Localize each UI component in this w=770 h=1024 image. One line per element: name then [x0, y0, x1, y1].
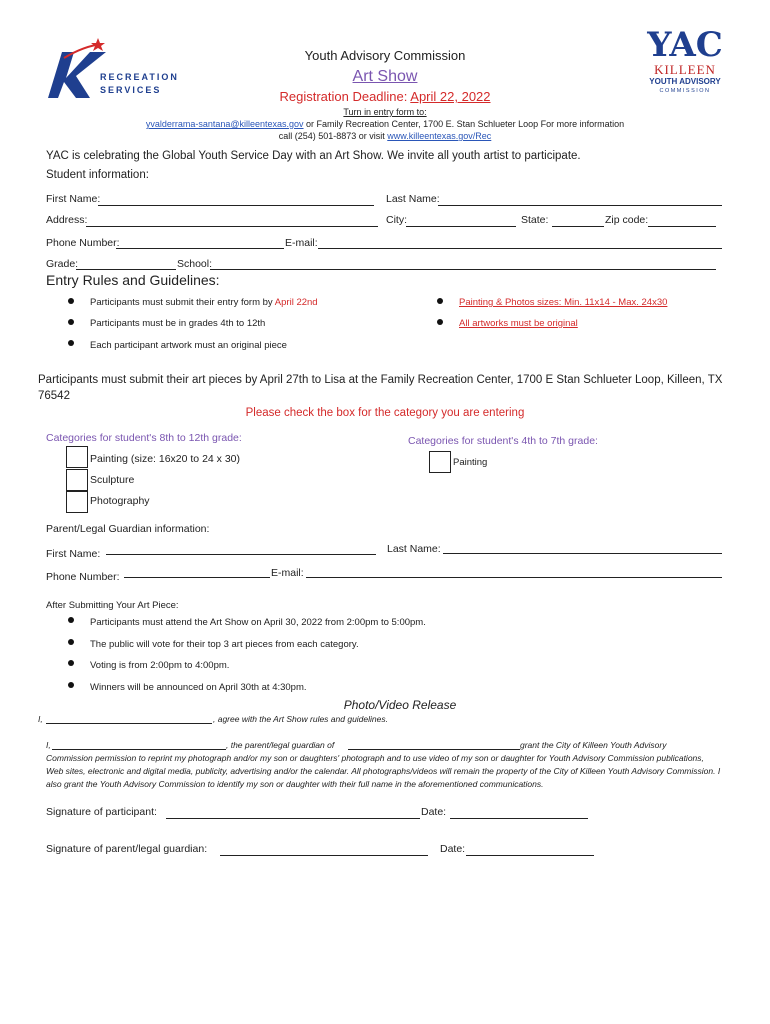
check-note: Please check the box for the category you are entering	[245, 407, 525, 419]
state-label: State:	[521, 214, 549, 226]
call-text: call (254) 501-8873 or visit	[278, 131, 388, 141]
bullet	[68, 639, 74, 645]
guardian-prefix: I,	[46, 740, 51, 750]
yac-logo-text: YAC	[647, 25, 723, 65]
registration-deadline	[0, 89, 770, 104]
call-line	[0, 131, 770, 141]
after-item-1: Participants must attend the Art Show on April 30, 2022 from 2:00pm to 5:00pm.	[90, 617, 426, 628]
zip-field[interactable]	[648, 226, 716, 227]
phone-label: Phone Number:	[46, 237, 120, 249]
sculpture-label: Sculpture	[90, 474, 135, 486]
submit-note: Participants must submit their art pieces by April 27th to Lisa at the Family Recreation Center, 1700 E Stan Schlueter Loop, Killeen, TX 76542	[38, 374, 723, 402]
school-label: School:	[177, 258, 213, 270]
logo-text-recreation: RECREATION	[100, 72, 179, 82]
guardian-first-name-label: First Name:	[46, 548, 101, 560]
state-field[interactable]	[552, 226, 604, 227]
address-label: Address:	[46, 214, 88, 226]
guardian-signature-label: Signature of parent/legal guardian:	[46, 843, 208, 855]
bullet	[437, 298, 443, 304]
participant-signature-field[interactable]	[166, 818, 420, 819]
guardian-last-name-label: Last Name:	[387, 543, 441, 555]
after-heading: After Submitting Your Art Piece:	[46, 600, 179, 611]
photography-label: Photography	[90, 495, 150, 507]
after-item-4: Winners will be announced on April 30th at 4:30pm.	[90, 682, 307, 693]
bullet	[68, 340, 74, 346]
rule-2: Participants must be in grades 4th to 12th	[90, 318, 266, 329]
participant-date-label: Date:	[421, 806, 447, 818]
rule-1-date: April 22nd	[274, 297, 318, 308]
bullet	[68, 617, 74, 623]
guardian-email-field[interactable]	[306, 577, 722, 578]
painting-younger-label: Painting	[453, 457, 488, 468]
agree-name-field[interactable]	[46, 723, 212, 724]
yac-logo-sub: YOUTH ADVISORY	[649, 77, 721, 86]
bullet	[68, 682, 74, 688]
release-heading: Photo/Video Release	[343, 698, 457, 712]
first-name-label: First Name:	[46, 193, 101, 205]
contact-rest: or Family Recreation Center, 1700 E. Stan Schlueter Loop For more information	[303, 119, 625, 129]
contact-line	[0, 119, 770, 129]
after-item-3: Voting is from 2:00pm to 4:00pm.	[90, 660, 230, 671]
child-name-field[interactable]	[348, 749, 520, 750]
bullet	[68, 298, 74, 304]
logo-text-services: SERVICES	[100, 85, 162, 95]
bullet	[68, 660, 74, 666]
first-name-field[interactable]	[98, 205, 374, 206]
school-field[interactable]	[210, 269, 716, 270]
painting-younger-checkbox[interactable]	[429, 451, 451, 473]
sculpture-checkbox[interactable]	[66, 469, 88, 491]
email-label: E-mail:	[285, 237, 318, 249]
after-item-2: The public will vote for their top 3 art pieces from each category.	[90, 639, 359, 650]
address-field[interactable]	[86, 226, 378, 227]
participant-date-field[interactable]	[450, 818, 588, 819]
bullet	[68, 319, 74, 325]
guardian-signature-field[interactable]	[220, 855, 428, 856]
turn-in-label: Turn in entry form to:	[343, 107, 427, 117]
student-info-heading: Student information:	[46, 169, 149, 181]
last-name-field[interactable]	[438, 205, 722, 206]
older-categories-heading: Categories for student's 8th to 12th grade:	[46, 432, 242, 444]
zip-label: Zip code:	[605, 214, 649, 226]
grade-field[interactable]	[76, 269, 176, 270]
email-link[interactable]: yvalderrama-santana@killeentexas.gov	[145, 119, 304, 129]
rule-size: Painting & Photos sizes: Min. 11x14 - Max. 24x30	[459, 297, 668, 308]
guardian-phone-field[interactable]	[124, 577, 270, 578]
city-label: City:	[386, 214, 407, 226]
city-field[interactable]	[406, 226, 516, 227]
guardian-phone-label: Phone Number:	[46, 571, 120, 583]
last-name-label: Last Name:	[386, 193, 440, 205]
rule-3: Each participant artwork must an original piece	[90, 340, 287, 351]
agree-prefix: I,	[38, 714, 43, 724]
guardian-release-name-field[interactable]	[52, 749, 226, 750]
guardian-mid: , the parent/legal guardian of	[226, 740, 335, 750]
guardian-date-field[interactable]	[466, 855, 594, 856]
intro-text: YAC is celebrating the Global Youth Service Day with an Art Show. We invite all youth artist to participate.	[46, 150, 581, 162]
guardian-heading: Parent/Legal Guardian information:	[46, 523, 210, 535]
deadline-date: April 22, 2022	[410, 89, 491, 104]
phone-field[interactable]	[116, 248, 284, 249]
rule-1-text: Participants must submit their entry form by	[90, 297, 275, 308]
website-link[interactable]: www.killeentexas.gov/Rec	[387, 131, 492, 141]
yac-logo-sub2: COMMISSION	[659, 88, 711, 94]
org-name: Youth Advisory Commission	[304, 48, 466, 63]
agree-suffix: , agree with the Art Show rules and guidelines.	[213, 714, 388, 724]
guardian-end: grant the City of Killeen Youth Advisory	[520, 740, 667, 750]
guardian-last-name-field[interactable]	[443, 553, 722, 554]
guardian-first-name-field[interactable]	[106, 554, 376, 555]
guardian-date-label: Date:	[440, 843, 466, 855]
rule-1	[90, 297, 318, 308]
photography-checkbox[interactable]	[66, 491, 88, 513]
rules-heading: Entry Rules and Guidelines:	[46, 272, 220, 288]
bullet	[437, 319, 443, 325]
participant-signature-label: Signature of participant:	[46, 806, 157, 818]
guardian-email-label: E-mail:	[271, 567, 304, 579]
grade-label: Grade:	[46, 258, 79, 270]
yac-logo-city: KILLEEN	[654, 62, 716, 77]
deadline-label: Registration Deadline:	[279, 89, 411, 104]
email-field[interactable]	[318, 248, 722, 249]
younger-categories-heading: Categories for student's 4th to 7th grade:	[408, 435, 598, 447]
release-body: Commission permission to reprint my photograph and/or my son or daughters' photograph and to use video of my son or daughter for Youth Advisory Commission publications, Web sites, electronic and digital media, publicity, advertising and/or the calendar. All photographs/videos will remain the property of the City of Killeen Youth Advisory Commission. I also grant the Youth Advisory Commission to identify my son or daughter with their full name in the aforementioned communications.	[46, 753, 721, 789]
event-title: Art Show	[352, 68, 418, 85]
painting-older-label: Painting (size: 16x20 to 24 x 30)	[90, 453, 241, 465]
rule-original: All artworks must be original	[459, 318, 578, 329]
painting-older-checkbox[interactable]	[66, 446, 88, 468]
